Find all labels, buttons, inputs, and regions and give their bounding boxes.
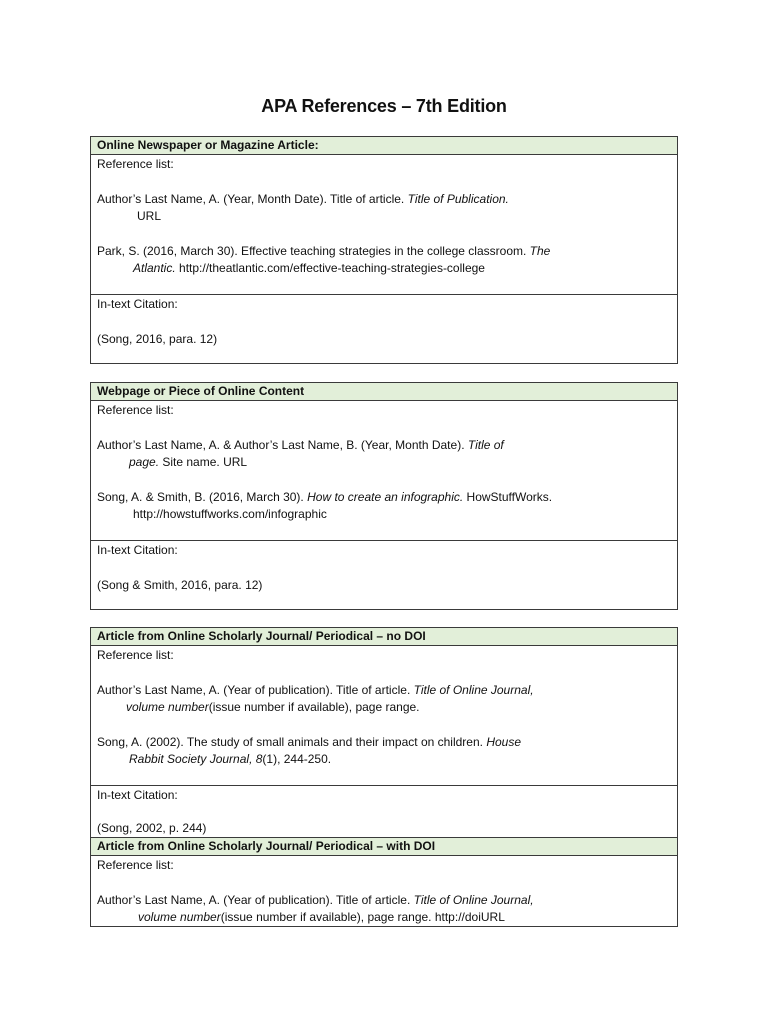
reference-box-journal: [90, 627, 678, 927]
example-line-1: Song, A. (2002). The study of small animals and their impact on children. House: [97, 735, 522, 749]
reference-list-label: Reference list:: [97, 858, 174, 872]
in-text-citation: (Song & Smith, 2016, para. 12): [97, 578, 263, 592]
reference-list-section: [91, 856, 677, 928]
example-line-1: Park, S. (2016, March 30). Effective teaching strategies in the college classroom. The: [97, 244, 551, 258]
in-text-label: In-text Citation:: [97, 543, 178, 557]
reference-box-newspaper: [90, 136, 678, 364]
example-line-1: Song, A. & Smith, B. (2016, March 30). How to create an infographic. HowStuffWorks.: [97, 490, 553, 504]
reference-box-webpage: [90, 382, 678, 610]
format-line-2: page. Site name. URL: [129, 455, 248, 469]
page-title: APA References – 7th Edition: [261, 96, 507, 116]
format-line-1: Author’s Last Name, A. (Year of publication). Title of article. Title of Online Journal,: [97, 683, 534, 697]
format-line-1: Author’s Last Name, A. (Year of publication). Title of article. Title of Online Journal,: [97, 893, 534, 907]
in-text-label: In-text Citation:: [97, 297, 178, 311]
format-line-2: URL: [137, 209, 162, 223]
format-line-2: volume number(issue number if available), page range. http://doiURL: [138, 910, 505, 924]
example-line-2: Rabbit Society Journal, 8(1), 244-250.: [129, 752, 332, 766]
section-header: Online Newspaper or Magazine Article:: [91, 137, 677, 155]
section-header: Article from Online Scholarly Journal/ Periodical – no DOI: [91, 628, 677, 646]
in-text-citation: (Song, 2002, p. 244): [97, 821, 207, 835]
reference-list-label: Reference list:: [97, 403, 174, 417]
reference-list-section: [91, 155, 677, 295]
section-header: Article from Online Scholarly Journal/ Periodical – with DOI: [91, 838, 677, 856]
format-line-1: Author’s Last Name, A. (Year, Month Date). Title of article. Title of Publication.: [97, 192, 509, 206]
in-text-label: In-text Citation:: [97, 788, 178, 802]
section-header: Webpage or Piece of Online Content: [91, 383, 677, 401]
reference-list-section: [91, 401, 677, 541]
example-line-2: http://howstuffworks.com/infographic: [133, 507, 327, 521]
example-line-2: Atlantic. http://theatlantic.com/effective-teaching-strategies-college: [133, 261, 485, 275]
format-line-2: volume number(issue number if available), page range.: [126, 700, 420, 714]
in-text-section: [91, 541, 677, 609]
in-text-section: [91, 786, 677, 838]
reference-list-section: [91, 646, 677, 786]
in-text-section: [91, 295, 677, 363]
reference-list-label: Reference list:: [97, 648, 174, 662]
format-line-1: Author’s Last Name, A. & Author’s Last Name, B. (Year, Month Date). Title of: [97, 438, 504, 452]
in-text-citation: (Song, 2016, para. 12): [97, 332, 218, 346]
reference-list-label: Reference list:: [97, 157, 174, 171]
